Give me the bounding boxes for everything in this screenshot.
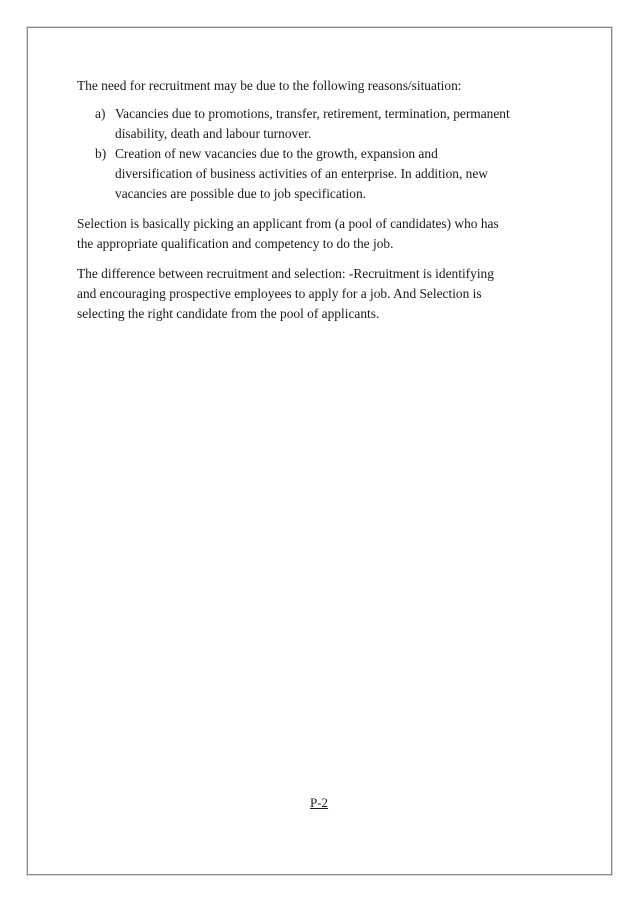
difference-paragraph (77, 264, 567, 324)
list-marker: b) (95, 146, 107, 161)
document-body (77, 76, 567, 324)
reason-line: Vacancies due to promotions, transfer, retirement, termination, permanent (115, 106, 510, 121)
reason-line: diversification of business activities of an enterprise. In addition, new (115, 166, 488, 181)
reason-line: disability, death and labour turnover. (115, 126, 312, 141)
reasons-list (77, 104, 567, 204)
paragraph-line: and encouraging prospective employees to apply for a job. And Selection is (77, 286, 482, 301)
intro-sentence: The need for recruitment may be due to the following reasons/situation: (77, 78, 462, 93)
paragraph-line: The difference between recruitment and selection: -Recruitment is identifying (77, 266, 494, 281)
reason-item-a (77, 104, 567, 144)
list-marker: a) (95, 106, 106, 121)
reason-line: vacancies are possible due to job specification. (115, 186, 366, 201)
paragraph-line: the appropriate qualification and competency to do the job. (77, 236, 394, 251)
paragraph-line: Selection is basically picking an applicant from (a pool of candidates) who has (77, 216, 499, 231)
paragraph-line: selecting the right candidate from the pool of applicants. (77, 306, 380, 321)
selection-paragraph (77, 214, 567, 254)
reason-item-b (77, 144, 567, 204)
reason-line: Creation of new vacancies due to the growth, expansion and (115, 146, 438, 161)
page-number: P-2 (309, 795, 329, 810)
